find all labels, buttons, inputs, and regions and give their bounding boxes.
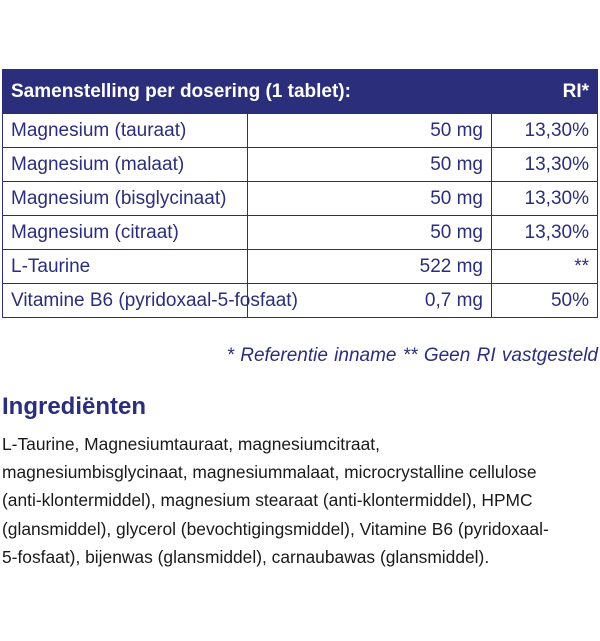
ri-cell: 13,30%	[492, 148, 598, 182]
ingredient-name-cell: Magnesium (bisglycinaat)	[3, 182, 248, 216]
ingredient-name-cell: Magnesium (malaat)	[3, 148, 248, 182]
ingredients-heading: Ingrediënten	[2, 393, 147, 420]
ri-cell: 13,30%	[492, 216, 598, 250]
amount-cell: 50 mg	[247, 148, 492, 182]
amount-cell: 0,7 mg	[247, 284, 492, 318]
amount-cell: 50 mg	[247, 114, 492, 148]
ri-cell: 50%	[492, 284, 598, 318]
ingredient-name-cell: Magnesium (citraat)	[3, 216, 248, 250]
ingredients-text	[2, 430, 598, 571]
table-row	[3, 148, 598, 182]
amount-cell: 50 mg	[247, 182, 492, 216]
table-row	[3, 182, 598, 216]
reference-intake-footnote: * Referentie inname ** Geen RI vastgesteld	[226, 345, 598, 366]
composition-table	[2, 69, 598, 318]
ri-column-header: RI*	[492, 70, 598, 114]
ri-cell: 13,30%	[492, 114, 598, 148]
amount-cell: 50 mg	[247, 216, 492, 250]
table-row	[3, 250, 598, 284]
ingredients-line: 5-fosfaat), bijenwas (glansmiddel), carnaubawas (glansmiddel).	[2, 546, 490, 567]
table-row	[3, 216, 598, 250]
ingredients-line: magnesiumbisglycinaat, magnesiummalaat, microcrystalline cellulose	[2, 462, 537, 483]
ingredient-name-cell: L-Taurine	[3, 250, 248, 284]
ingredients-line: L-Taurine, Magnesiumtauraat, magnesiumcitraat,	[2, 434, 380, 454]
ingredient-name-cell: Magnesium (tauraat)	[3, 114, 248, 148]
composition-table-title: Samenstelling per dosering (1 tablet):	[3, 70, 492, 114]
ingredient-name-cell: Vitamine B6 (pyridoxaal-5-fosfaat)	[3, 284, 248, 318]
table-row	[3, 284, 598, 318]
ri-cell: **	[492, 250, 598, 284]
composition-table-header-row	[3, 70, 598, 114]
table-row	[3, 114, 598, 148]
ingredients-line: (glansmiddel), glycerol (bevochtigingsmiddel), Vitamine B6 (pyridoxaal-	[2, 518, 549, 539]
amount-cell: 522 mg	[247, 250, 492, 284]
ri-cell: 13,30%	[492, 182, 598, 216]
ingredients-line: (anti-klontermiddel), magnesium stearaat (anti-klontermiddel), HPMC	[2, 490, 533, 511]
